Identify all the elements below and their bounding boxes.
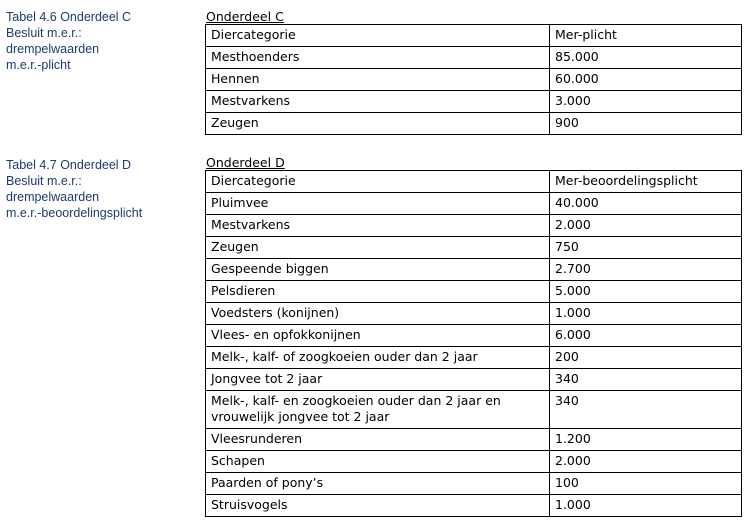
caption-table-4-7: [6, 157, 196, 221]
category-cell: Zeugen: [206, 237, 550, 259]
category-cell: Paarden of pony’s: [206, 473, 550, 495]
caption-line: m.e.r.-beoordelingsplicht: [6, 206, 143, 220]
caption-line: Besluit m.e.r.:: [6, 26, 82, 40]
table-row: [206, 473, 742, 495]
caption-line: drempelwaarden: [6, 190, 100, 204]
value-cell: 6.000: [550, 325, 742, 347]
caption-line: Tabel 4.6 Onderdeel C: [6, 10, 132, 24]
category-cell: Vlees- en opfokkonijnen: [206, 325, 550, 347]
category-cell: Mestvarkens: [206, 215, 550, 237]
table-row: [206, 451, 742, 473]
value-cell: 5.000: [550, 281, 742, 303]
table-row: [206, 391, 742, 429]
caption-line: m.e.r.-plicht: [6, 58, 71, 72]
table-row: [206, 47, 742, 69]
header-cell: Mer-plicht: [550, 25, 742, 47]
value-cell: 1.000: [550, 303, 742, 325]
value-cell: 750: [550, 237, 742, 259]
category-cell: Voedsters (konijnen): [206, 303, 550, 325]
value-cell: 2.700: [550, 259, 742, 281]
table-row: [206, 495, 742, 517]
category-cell: Schapen: [206, 451, 550, 473]
table-row: [206, 215, 742, 237]
caption-line: Tabel 4.7 Onderdeel D: [6, 158, 132, 172]
category-cell: Hennen: [206, 69, 550, 91]
table-header-row: [206, 171, 742, 193]
table-row: [206, 259, 742, 281]
table-row: [206, 303, 742, 325]
caption-line: Besluit m.e.r.:: [6, 174, 82, 188]
category-cell: Melk-, kalf- of zoogkoeien ouder dan 2 jaar: [206, 347, 550, 369]
table-row: [206, 69, 742, 91]
header-cell: Diercategorie: [206, 25, 550, 47]
section-title: Onderdeel D: [206, 155, 285, 170]
value-cell: 200: [550, 347, 742, 369]
value-cell: 100: [550, 473, 742, 495]
table-row: [206, 281, 742, 303]
category-cell: Gespeende biggen: [206, 259, 550, 281]
section-title: Onderdeel C: [206, 9, 284, 24]
category-cell: Jongvee tot 2 jaar: [206, 369, 550, 391]
value-cell: 40.000: [550, 193, 742, 215]
value-cell: 340: [550, 369, 742, 391]
value-cell: 2.000: [550, 215, 742, 237]
table-row: [206, 193, 742, 215]
table-row: [206, 113, 742, 135]
table-row: [206, 91, 742, 113]
category-cell: Melk-, kalf- en zoogkoeien ouder dan 2 jaar en vrouwelijk jongvee tot 2 jaar: [206, 391, 550, 429]
table-header-row: [206, 25, 742, 47]
caption-table-4-6: [6, 9, 196, 73]
value-cell: 85.000: [550, 47, 742, 69]
caption-line: drempelwaarden: [6, 42, 100, 56]
section-onderdeel-c: [205, 10, 742, 135]
category-cell: Mesthoenders: [206, 47, 550, 69]
value-cell: 900: [550, 113, 742, 135]
value-cell: 3.000: [550, 91, 742, 113]
category-cell: Struisvogels: [206, 495, 550, 517]
value-cell: 340: [550, 391, 742, 429]
table-row: [206, 347, 742, 369]
category-cell: Zeugen: [206, 113, 550, 135]
category-cell: Mestvarkens: [206, 91, 550, 113]
category-cell: Pluimvee: [206, 193, 550, 215]
category-cell: Pelsdieren: [206, 281, 550, 303]
section-onderdeel-d: [205, 156, 742, 517]
header-cell: Diercategorie: [206, 171, 550, 193]
value-cell: 60.000: [550, 69, 742, 91]
header-cell: Mer-beoordelingsplicht: [550, 171, 742, 193]
table-onderdeel-c: [205, 24, 742, 135]
table-row: [206, 237, 742, 259]
table-onderdeel-d: [205, 170, 742, 517]
value-cell: 1.200: [550, 429, 742, 451]
table-row: [206, 325, 742, 347]
value-cell: 2.000: [550, 451, 742, 473]
category-cell: Vleesrunderen: [206, 429, 550, 451]
table-row: [206, 429, 742, 451]
value-cell: 1.000: [550, 495, 742, 517]
table-row: [206, 369, 742, 391]
